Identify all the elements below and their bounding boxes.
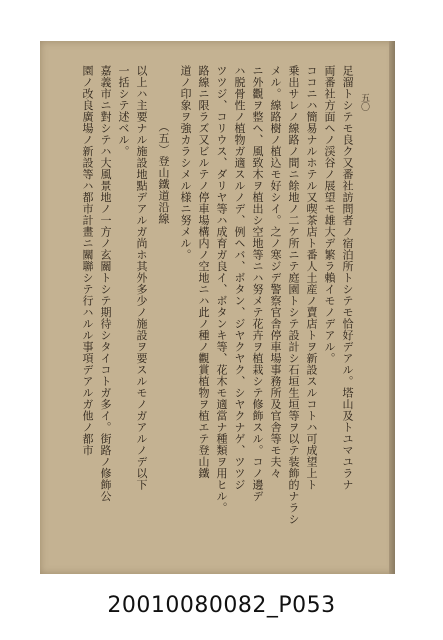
document-page <box>40 41 395 574</box>
text-column-7: ハ脱骨性ノ植物ガ適スルノデ、例ヘバ、ボタン、ジヤクヤク、シヤクナゲ、ツツジ <box>233 65 246 491</box>
text-column-5: メル。線路樹ノ植込モ好シイ。之ノ寒ジデ警察官舎停車場事務所及官舎等モ夫々 <box>269 65 282 479</box>
text-column-6: ニ外觀ヲ整ヘ、風致木ヲ植出シ空地等ニハ努メテ花卉ヲ植栽シテ修飾スル。コノ邊デ <box>251 65 264 502</box>
text-column-3: ココニハ簡易ナルホテル又喫茶店ト番人土産ノ賣店トヲ新設スルコトハ可成望上ト <box>305 65 318 491</box>
text-column-10: 道ノ印象ヲ強カラシメル様ニ努メル。 <box>179 65 192 261</box>
page-number: 五〇 <box>359 93 369 111</box>
section-heading: （五）登山鐵道沿線 <box>157 121 170 225</box>
text-column-9: 路線ニ限ラズ又ビルテノ停車場構内ノ空地ニハ此ノ種ノ觀賞植物ヲ植エテ登山鐵 <box>197 65 210 479</box>
text-column-1: 足溜トシテモ良ク又番社訪問者ノ宿泊所トシテモ恰好デアル。塔山及トユマユラナ <box>341 65 354 491</box>
text-column-8: ツツジ、コリウス、ダリヤ等ハ成育ガ良イ、ボタンキ等、花木モ適當ナ種類ヲ用ヒル。 <box>215 65 228 514</box>
text-column-12: 以上ハ主要ナル施設地點デアルガ尚ホ其外多少ノ施設ヲ要スルモノガアルノデ以下 <box>135 65 148 491</box>
text-column-15: 園ノ改良廣場ノ新設等ハ都市計畫ニ關聯シテ行ハルル事項デアルガ他ノ都市 <box>81 65 94 456</box>
archive-id-caption: 20010080082_P053 <box>107 593 336 618</box>
page-edge <box>389 41 395 574</box>
text-column-2: 両番社方面ヘノ渓谷ノ展望モ雄大デ繁ラ賴イモノデアル。 <box>323 65 336 364</box>
text-column-14: 嘉義市ニ對シテハ大風景地ノ一方ノ玄關トシテ期待シタイコトガ多イ。街路ノ修飾公 <box>99 65 112 502</box>
text-column-13: 一括シテ述ベル。 <box>117 65 130 157</box>
text-column-4: 乗出サレノ線路ノ間ニ餘地ノ二ケ所ニテ庭園トシテ設計シ石垣生垣等ヲ以テ装飾的ナラシ <box>287 65 300 525</box>
